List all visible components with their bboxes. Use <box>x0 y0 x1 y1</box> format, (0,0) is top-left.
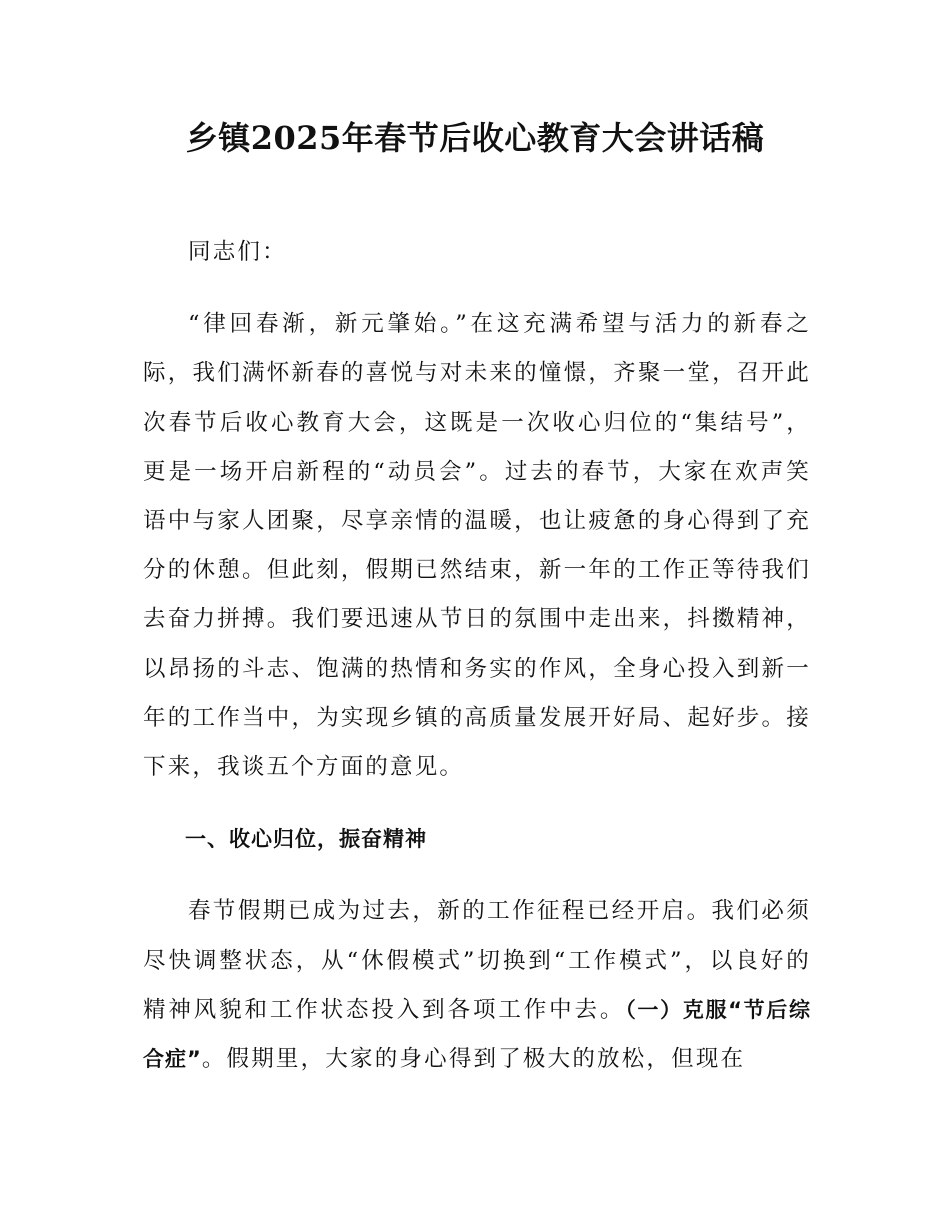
section-text-a: 春节假期已成为过去，新的工作征程已经开启。我们必须尽快调整状态，从“休假模式”切换到“工作模式”，以良好的精神风貌和工作状态投入到各项工作中去。 <box>143 898 811 1023</box>
section-text-b: 。假期里，大家的身心得到了极大的放松，但现在 <box>201 1046 746 1073</box>
salutation: 同志们： <box>188 239 287 265</box>
document-title: 乡镇2025年春节后收心教育大会讲话稿 <box>185 119 765 157</box>
section-paragraph <box>143 887 811 1084</box>
subheading-inline: （一）克服“节后综合症” <box>143 997 811 1072</box>
document-body <box>143 228 811 1084</box>
section-heading: 一、收心归位，振奋精神 <box>185 827 427 852</box>
intro-paragraph: “律回春渐，新元肇始。”在这充满希望与活力的新春之际，我们满怀新春的喜悦与对未来的憧憬，齐聚一堂，召开此次春节后收心教育大会，这既是一次收心归位的“集结号”，更是一场开启新程的“动员会”。过去的春节，大家在欢声笑语中与家人团聚，尽享亲情的温暖，也让疲惫的身心得到了充分的休憩。但此刻，假期已然结束，新一年的工作正等待我们去奋力拼搏。我们要迅速从节日的氛围中走出来，抖擞精神，以昂扬的斗志、饱满的热情和务实的作风，全身心投入到新一年的工作当中，为实现乡镇的高质量发展开好局、起好步。接下来，我谈五个方面的意见。 <box>143 311 811 781</box>
